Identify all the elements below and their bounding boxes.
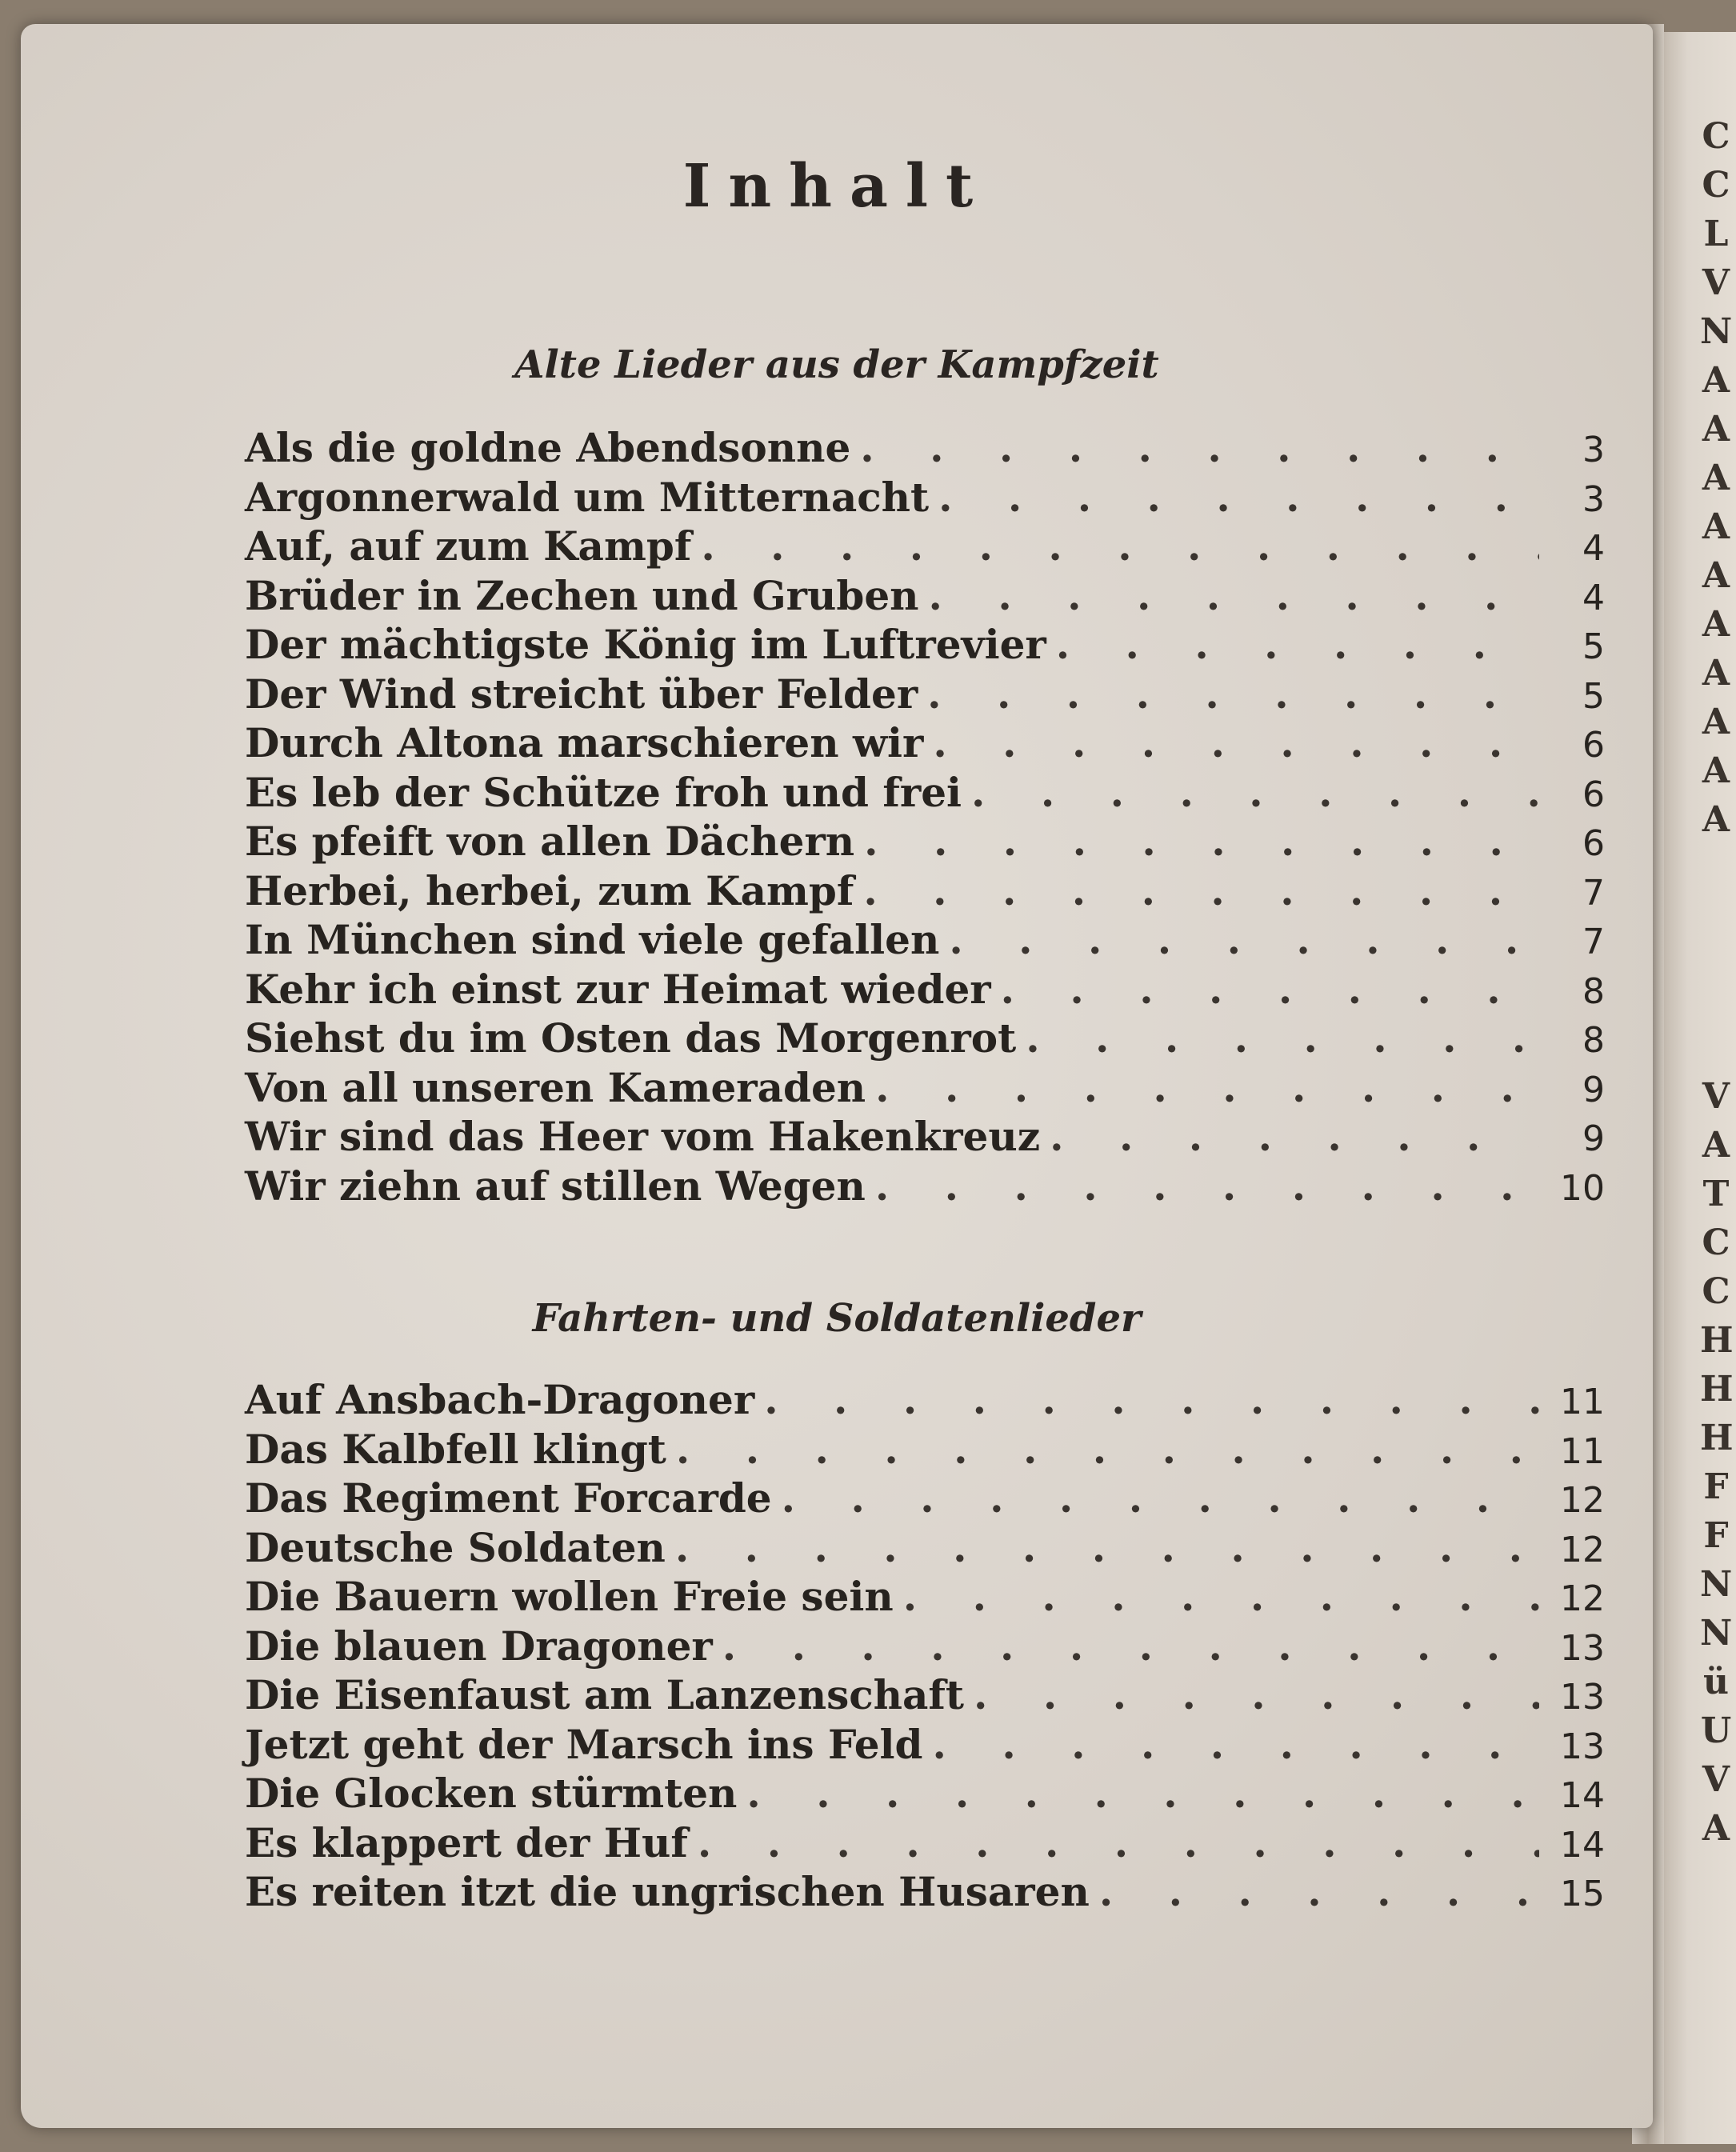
- book-page: [21, 24, 1653, 2128]
- leader-dots: [1050, 1113, 1539, 1160]
- leader-dots: [701, 522, 1539, 570]
- toc-entry: Deutsche Soldaten . . . 12: [245, 1524, 1605, 1574]
- facing-page-bleed-text-lower: V A T C C H H H F F N N ü U V A: [1700, 1076, 1734, 1849]
- page-number: 8: [1582, 1020, 1605, 1061]
- leader-dots: [1056, 621, 1539, 668]
- leader-dots: [1099, 1868, 1539, 1915]
- leader-dots: [764, 1376, 1539, 1423]
- toc-entry: Die Glocken stürmten . . . 14: [245, 1770, 1605, 1819]
- page-number: 3: [1582, 430, 1605, 470]
- page-number: 13: [1560, 1677, 1605, 1718]
- section-heading-kampfzeit: Alte Lieder aus der Kampfzeit: [514, 342, 1159, 387]
- leader-dots: [860, 424, 1539, 471]
- toc-entry: Der Wind streicht über Felder . . . 5: [245, 670, 1605, 720]
- leader-dots: [933, 1721, 1540, 1768]
- leader-dots: [863, 867, 1539, 914]
- page-number: 5: [1582, 675, 1605, 717]
- page-number: 11: [1560, 1430, 1605, 1472]
- toc-entry: Die blauen Dragoner . . . 13: [245, 1622, 1605, 1672]
- leader-dots: [971, 769, 1539, 816]
- page-number: 14: [1560, 1775, 1605, 1816]
- toc-list-kampfzeit: [245, 424, 1605, 1211]
- page-number: 7: [1582, 922, 1605, 962]
- toc-entry: Wir sind das Heer vom Hakenkreuz . . . 9: [245, 1113, 1605, 1162]
- page-number: 9: [1582, 1118, 1605, 1159]
- toc-entry: Wir ziehn auf stillen Wegen . . . 10: [245, 1162, 1605, 1212]
- page-number: 4: [1582, 528, 1605, 569]
- toc-entry: Herbei, herbei, zum Kampf . . . 7: [245, 867, 1605, 917]
- leader-dots: [1026, 1014, 1539, 1062]
- leader-dots: [722, 1622, 1539, 1670]
- toc-entry: Das Regiment Forcarde . . . 12: [245, 1474, 1605, 1524]
- page-number: 5: [1582, 626, 1605, 667]
- facing-page-bleed-text: C C L V N A A A A A A A A A A: [1700, 116, 1733, 840]
- page-number: 13: [1560, 1726, 1605, 1767]
- toc-entry: Es leb der Schütze froh und frei . . . 6: [245, 769, 1605, 818]
- leader-dots: [927, 670, 1539, 718]
- toc-entry: Brüder in Zechen und Gruben . . . 4: [245, 572, 1605, 622]
- page-number: 12: [1560, 1529, 1605, 1570]
- page-title: Inhalt: [682, 152, 991, 221]
- toc-entry: Durch Altona marschieren wir . . . 6: [245, 719, 1605, 769]
- leader-dots: [974, 1671, 1539, 1718]
- leader-dots: [903, 1573, 1539, 1620]
- page-number: 15: [1560, 1874, 1605, 1914]
- leader-dots: [949, 916, 1539, 963]
- leader-dots: [782, 1474, 1539, 1522]
- toc-entry: Die Bauern wollen Freie sein . . . 12: [245, 1573, 1605, 1622]
- toc-entry: Siehst du im Osten das Morgenrot . . . 8: [245, 1014, 1605, 1064]
- toc-entry: In München sind viele gefallen . . . 7: [245, 916, 1605, 966]
- page-number: 10: [1560, 1167, 1605, 1209]
- leader-dots: [675, 1524, 1539, 1571]
- leader-dots: [676, 1426, 1539, 1473]
- leader-dots: [1001, 966, 1539, 1013]
- toc-entry: Es pfeift von allen Dächern . . . 6: [245, 818, 1605, 867]
- toc-entry: Die Eisenfaust am Lanzenschaft . . . 13: [245, 1671, 1605, 1721]
- toc-entry: Auf, auf zum Kampf . . . 4: [245, 522, 1605, 572]
- toc-entry: Es klappert der Huf . . . 14: [245, 1819, 1605, 1869]
- page-number: 12: [1560, 1480, 1605, 1521]
- page-number: 9: [1582, 1069, 1605, 1110]
- page-number: 14: [1560, 1824, 1605, 1866]
- page-number: 3: [1582, 478, 1605, 520]
- toc-list-soldatenlieder: [245, 1376, 1605, 1918]
- toc-entry: Kehr ich einst zur Heimat wieder . . . 8: [245, 966, 1605, 1015]
- page-number: 12: [1560, 1578, 1605, 1619]
- toc-entry: Argonnerwald um Mitternacht . . . 3: [245, 474, 1605, 523]
- page-number: 6: [1582, 774, 1605, 815]
- leader-dots: [746, 1770, 1539, 1817]
- page-number: 11: [1560, 1382, 1605, 1422]
- page-number: 8: [1582, 970, 1605, 1012]
- page-number: 7: [1582, 872, 1605, 914]
- page-number: 4: [1582, 577, 1605, 618]
- toc-entry: Jetzt geht der Marsch ins Feld . . . 13: [245, 1721, 1605, 1770]
- toc-entry: Auf Ansbach-Dragoner . . . 11: [245, 1376, 1605, 1426]
- leader-dots: [875, 1064, 1539, 1111]
- toc-entry: Das Kalbfell klingt . . . 11: [245, 1426, 1605, 1475]
- leader-dots: [698, 1819, 1539, 1866]
- leader-dots: [875, 1162, 1539, 1210]
- leader-dots: [864, 818, 1539, 865]
- toc-entry: Als die goldne Abendsonne . . . 3: [245, 424, 1605, 474]
- toc-entry: Von all unseren Kameraden . . . 9: [245, 1064, 1605, 1114]
- leader-dots: [929, 572, 1539, 619]
- toc-entry: Der mächtigste König im Luftrevier . . . 5: [245, 621, 1605, 670]
- section-heading-soldatenlieder: Fahrten- und Soldatenlieder: [532, 1296, 1142, 1341]
- page-number: 13: [1560, 1627, 1605, 1669]
- page-number: 6: [1582, 823, 1605, 864]
- toc-entry: Es reiten itzt die ungrischen Husaren . . . 15: [245, 1868, 1605, 1918]
- page-number: 6: [1582, 725, 1605, 766]
- leader-dots: [933, 719, 1539, 766]
- leader-dots: [938, 474, 1539, 521]
